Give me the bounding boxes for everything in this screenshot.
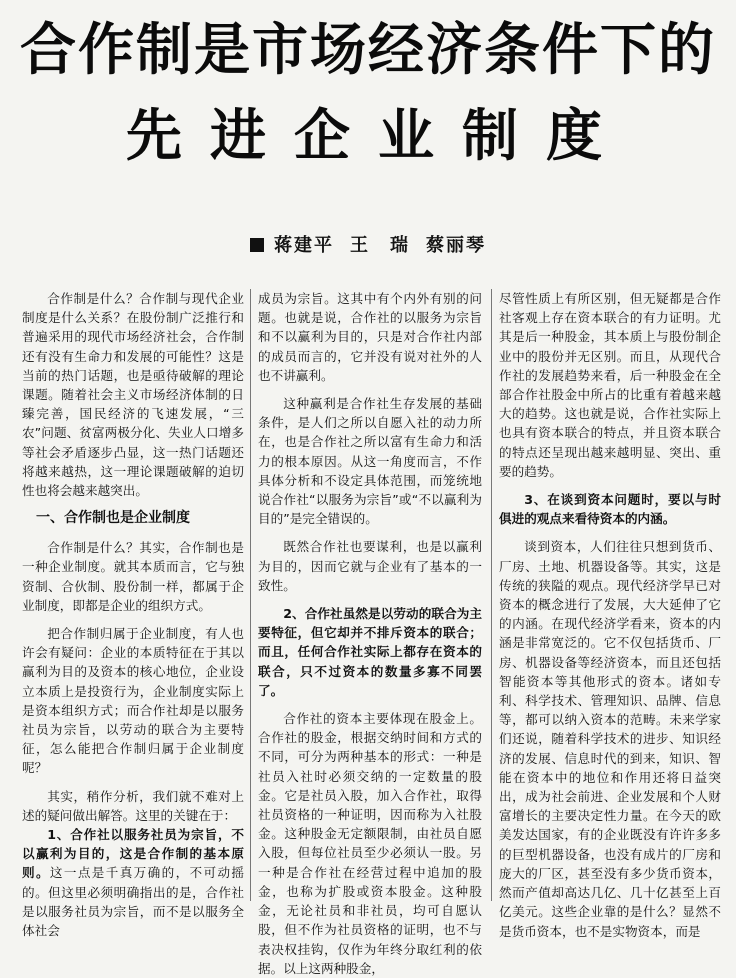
- paragraph-text: 这一点是千真万确的，不可动摇的。但这里必须明确指出的是，合作社是以服务社员为宗旨，而不是以服务全体社会: [22, 865, 245, 939]
- paragraph: 合作制是什么？合作制与现代企业制度是什么关系？在股份制广泛推行和普遍采用的现代市场经济社会，合作制还有没有生命力和发展的可能性？这是当前的热门话题，也是亟待破解的理论课题。随着社会主义市场经济体制的日臻完善，国民经济的飞速发展，“三农”问题、贫富两极分化、失业人口增多等社会矛盾逐步凸显，这一热门话题还将越来越热，这一理论课题破解的迫切性也将会越来越突出。: [22, 291, 244, 499]
- paragraph: 谈到资本，人们往往只想到货币、厂房、土地、机器设备等。其实，这是传统的狭隘的观点。现代经济学早已对资本的概念进行了发展，大大延伸了它的内涵。在现代经济学看来，资本的内涵是非常宽泛的。它不仅包括货币、厂房、机器设备等经济资本，而且还包括智能资本等其他形式的资本。诸如专利、科学技术、管理知识、品牌、信息等，都可以纳入资本的范畴。未来学家们还说，随着科学技术的进步、知识经济的发展、信息时代的到来，知识、智能在资本中的地位和作用还将日益突出，成为社会前进、企业发展和个人财富增长的主要决定性力量。在今天的欧美发达国家，有的企业既没有许许多多的巨型机器设备，也没有成片的厂房和庞大的厂区，甚至没有多少货币资本，然而产值却高达几亿、几十亿甚至上百亿美元。这些企业靠的是什么？显然不是货币资本，也不是实物资本，而是: [499, 539, 721, 939]
- bold-point: 2、合作社虽然是以劳动的联合为主要特征，但它却并不排斥资本的联合；而且，任何合作社实际上都存在资本的联合，只不过资本的数量多寡不同罢了。: [258, 606, 482, 698]
- article-title-line-1: 合作制是市场经济条件下的: [20, 18, 716, 83]
- bold-point: 3、在谈到资本问题时，要以与时俱进的观点来看待资本的内涵。: [499, 492, 721, 527]
- text-column-3: [499, 289, 721, 939]
- paragraph: 这种赢利是合作社生存发展的基础条件，是人们之所以自愿入社的动力所在，也是合作社之所以富有生命力和活力的根本原因。从这一角度而言，不作具体分析和不设定具体范围，而笼统地说合作社“以服务为宗旨”或“不以赢利为目的”是完全错误的。: [258, 396, 482, 527]
- bold-point: 1、合作社以服务社员为宗旨，不以赢利为目的，这是合作制的基本原则。: [22, 827, 244, 881]
- paragraph: 尽管性质上有所区别，但无疑都是合作社客观上存在资本联合的有力证明。尤其是后一种股金，其本质上与股份制企业中的股份并无区别。而且，从现代合作社的发展趋势来看，后一种股金在全部合作社股金中所占的比重有着越来越大的趋势。这也就是说，合作社实际上也具有资本联合的特点，并且资本联合的特点还呈现出越来越明显、突出、重要的趋势。: [499, 291, 721, 479]
- section-heading: 一、合作制也是企业制度: [36, 510, 190, 527]
- paragraph: 合作社的资本主要体现在股金上。合作社的股金，根据交纳时间和方式的不同，可分为两种基本的形式：一种是社员入社时必须交纳的一定数量的股金。它是社员入股，加入合作社，取得社员资格的一种证明，因而称为入社股金。这种股金无定额限制，由社员自愿入股，但每位社员至少必须认一股。另一种是合作社在经营过程中追加的股金，也称为扩股或资本股金。这种股金，无论社员和非社员，均可自愿认股，但不作为社员资格的证明，也不与表决权挂钩，仅作为年终分取红利的依据。以上这两种股金，: [258, 711, 482, 976]
- author-name: 蒋建平: [274, 235, 334, 256]
- author-name: 蔡丽琴: [426, 235, 486, 256]
- text-column-1: [22, 289, 245, 939]
- column-divider: [491, 289, 492, 901]
- column-divider: [250, 289, 251, 901]
- paragraph: 其实，稍作分析，我们就不难对上述的疑问做出解答。这里的关键在于：: [22, 788, 244, 823]
- paragraph: [22, 825, 244, 940]
- article-title-line-2: 先进企业制度: [126, 104, 630, 169]
- paragraph: 既然合作社也要谋利，也是以赢利为目的，因而它就与企业有了基本的一致性。: [258, 539, 482, 593]
- author-byline: [0, 234, 736, 258]
- paragraph: 成员为宗旨。这其中有个内外有别的问题。也就是说，合作社的以服务为宗旨和不以赢利为目的，只是对合作社内部的成员而言的，它并没有说对社外的人也不讲赢利。: [258, 291, 482, 383]
- author-name: 王 瑞: [350, 235, 410, 256]
- text-column-2: [258, 289, 482, 976]
- paragraph: 合作制是什么？其实，合作制也是一种企业制度。就其本质而言，它与独资制、合伙制、股份制一样，都属于企业制度，即都是企业的组织方式。: [22, 540, 244, 613]
- square-bullet-icon: [250, 238, 264, 252]
- paragraph: 把合作制归属于企业制度，有人也许会有疑问：企业的本质特征在于其以赢利为目的及资本的核心地位，企业设立本质上是投资行为，企业制度实际上是资本组织方式；而合作社却是以服务社员为宗旨，以劳动的联合为主要特征，怎么能把合作制归属于企业制度呢？: [22, 626, 244, 776]
